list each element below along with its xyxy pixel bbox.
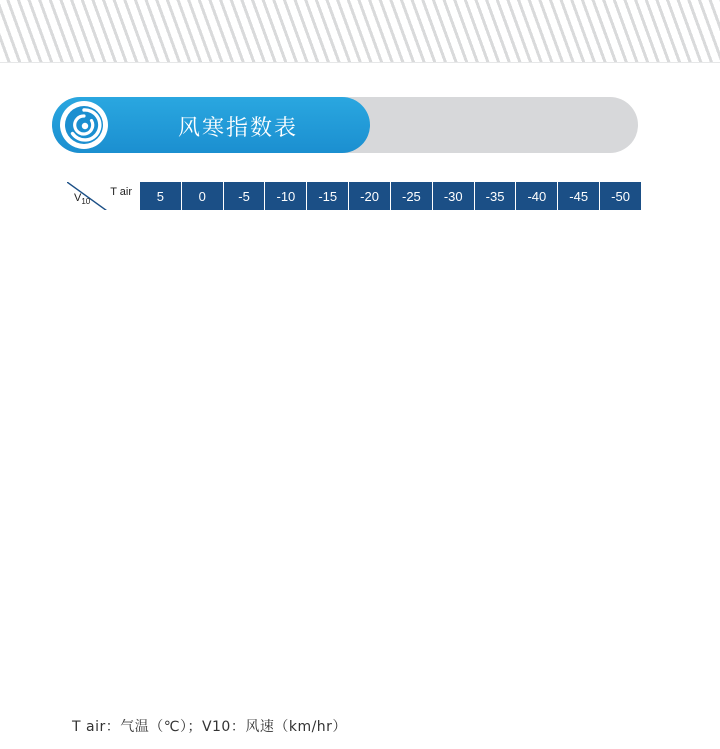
- axis-corner-cell: [67, 182, 140, 211]
- column-header: -5: [223, 182, 265, 211]
- column-header: -45: [558, 182, 600, 211]
- decorative-stripe-band: [0, 0, 720, 63]
- spiral-swirl-glyph: [64, 105, 104, 145]
- title-bar: [52, 97, 638, 153]
- wind-chill-table: [66, 181, 642, 211]
- table-caption: T air：气温（℃）；V10：风速（km/hr）: [72, 719, 347, 735]
- wind-chill-grid: [66, 181, 642, 211]
- column-header: -25: [390, 182, 432, 211]
- corner-label-tair: T air: [110, 186, 132, 198]
- column-header: -15: [307, 182, 349, 211]
- page-title: 风寒指数表: [178, 116, 299, 141]
- column-header: -20: [349, 182, 391, 211]
- title-bar-highlight: [52, 97, 370, 153]
- column-header: -10: [265, 182, 307, 211]
- column-header: 0: [181, 182, 223, 211]
- column-header: 5: [140, 182, 182, 211]
- table-head: [67, 182, 642, 211]
- column-header: -35: [474, 182, 516, 211]
- table-header-row: [67, 182, 642, 211]
- column-header: -50: [600, 182, 642, 211]
- corner-label-v10: $V_{10}$: [74, 191, 91, 206]
- spiral-swirl-icon: [60, 101, 108, 149]
- column-header: -40: [516, 182, 558, 211]
- column-header: -30: [432, 182, 474, 211]
